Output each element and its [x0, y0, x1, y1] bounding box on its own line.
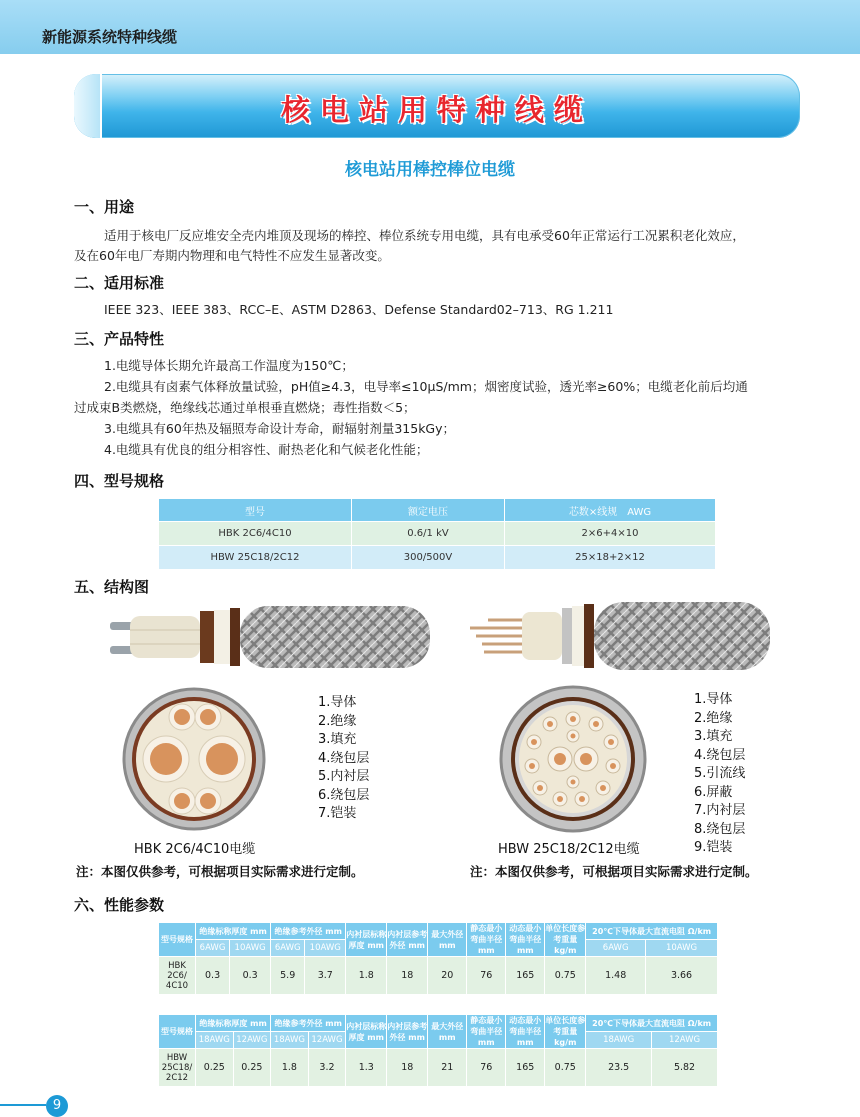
legend-item: 4.绕包层	[694, 747, 746, 763]
perf-cell: 165	[506, 1049, 545, 1087]
section-title-structure: 五、结构图	[74, 578, 150, 596]
cross-section-right	[498, 684, 648, 834]
perf-cell: 21	[428, 1049, 467, 1087]
spec-cell: 2×6+4×10	[505, 522, 716, 546]
perf-cell: 0.3	[230, 957, 271, 995]
header-bar	[0, 0, 860, 54]
spec-table	[158, 498, 716, 570]
usage-line-2: 及在60年电厂寿期内物理和电气特性不应发生显著改变。	[74, 248, 390, 263]
perf-subheader: 10AWG	[646, 940, 718, 957]
legend-item: 3.填充	[694, 729, 733, 744]
legend-item: 3.填充	[318, 732, 357, 747]
perf-header-group: 绝缘标称厚度 mm	[196, 1015, 271, 1032]
perf-cell: 1.3	[346, 1049, 387, 1087]
perf-cell: 3.66	[646, 957, 718, 995]
spec-header-cores: 芯数×线规 AWG	[505, 499, 716, 522]
legend-item: 5.引流线	[694, 766, 746, 781]
feature-line-1: 1.电缆导体长期允许最高工作温度为150℃；	[104, 358, 354, 373]
perf-header-model: 型号规格	[159, 1015, 196, 1049]
perf-cell: 5.82	[652, 1049, 718, 1087]
perf-header-group: 内衬层标称厚度 mm	[346, 923, 387, 957]
perf-header-group: 静态最小弯曲半径 mm	[467, 1015, 506, 1049]
perf-cell-model: HBW 25C18/ 2C12	[159, 1049, 196, 1087]
legend-item: 7.铠装	[318, 806, 357, 821]
perf-header-group: 动态最小弯曲半径 mm	[506, 923, 545, 957]
page-number-line	[0, 1104, 46, 1106]
note-left: 注：本图仅供参考，可根据项目实际需求进行定制。	[76, 864, 364, 879]
legend-item: 1.导体	[318, 695, 357, 710]
perf-subheader: 6AWG	[196, 940, 230, 957]
perf-header-group: 20℃下导体最大直流电阻 Ω/km	[586, 1015, 718, 1032]
perf-header-group: 内衬层标称厚度 mm	[346, 1015, 387, 1049]
perf-subheader: 10AWG	[230, 940, 271, 957]
perf-header-group: 静态最小弯曲半径 mm	[467, 923, 506, 957]
legend-item: 5.内衬层	[318, 769, 370, 784]
section-title-models: 四、型号规格	[74, 472, 165, 490]
perf-header-row	[159, 1015, 718, 1032]
perf-cell: 1.48	[586, 957, 646, 995]
perf-cell: 18	[387, 957, 428, 995]
section-title-features: 三、产品特性	[74, 330, 165, 348]
cable-side-view-right	[464, 598, 774, 673]
perf-cell: 23.5	[586, 1049, 652, 1087]
perf-data-row	[159, 1049, 718, 1087]
perf-header-group: 20℃下导体最大直流电阻 Ω/km	[586, 923, 718, 940]
legend-item: 2.绝缘	[694, 710, 733, 726]
section-title-usage: 一、用途	[74, 198, 135, 216]
perf-header-group: 单位长度参考重量 kg/m	[545, 1016, 586, 1047]
feature-line-3: 过成束B类燃烧，绝缘线芯通过单根垂直燃烧；毒性指数＜5；	[74, 400, 416, 415]
perf-subheader: 10AWG	[305, 940, 346, 957]
perf-header-group: 单位长度参考重量 kg/m	[545, 924, 586, 955]
spec-cell: 300/500V	[352, 546, 505, 570]
perf-cell: 3.2	[308, 1049, 346, 1087]
caption-right: HBW 25C18/2C12电缆	[498, 842, 640, 857]
page-title: 核电站用特种线缆	[280, 93, 593, 127]
perf-header-group: 最大外径 mm	[428, 1015, 467, 1049]
perf-table-1	[158, 922, 718, 995]
perf-cell: 0.25	[233, 1049, 271, 1087]
perf-cell: 5.9	[271, 957, 305, 995]
standards-line: IEEE 323、IEEE 383、RCC–E、ASTM D2863、Defense Standard02–713、RG 1.211	[104, 302, 614, 317]
perf-header-group: 动态最小弯曲半径 mm	[506, 1015, 545, 1049]
perf-cell: 76	[467, 957, 506, 995]
perf-cell: 0.75	[545, 1049, 586, 1087]
spec-cell: HBK 2C6/4C10	[159, 522, 352, 546]
spec-cell: 25×18+2×12	[505, 546, 716, 570]
perf-header-group: 内衬层参考外径 mm	[387, 923, 428, 957]
perf-table-2	[158, 1014, 718, 1087]
perf-cell: 18	[387, 1049, 428, 1087]
perf-data-row	[159, 957, 718, 995]
perf-cell: 0.3	[196, 957, 230, 995]
spec-row	[159, 522, 716, 546]
page-number: 9	[46, 1095, 68, 1117]
perf-subheader: 18AWG	[271, 1032, 309, 1049]
perf-cell: 76	[467, 1049, 506, 1087]
perf-header-model: 型号规格	[159, 923, 196, 957]
perf-subheader: 6AWG	[271, 940, 305, 957]
perf-cell: 1.8	[346, 957, 387, 995]
perf-subheader: 12AWG	[233, 1032, 271, 1049]
legend-item: 6.绕包层	[318, 787, 370, 803]
perf-subheader: 12AWG	[652, 1032, 718, 1049]
perf-header-group: 最大外径 mm	[428, 923, 467, 957]
cross-section-left	[114, 686, 274, 832]
perf-header-group: 绝缘标称厚度 mm	[196, 923, 271, 940]
spec-header-row	[159, 499, 716, 522]
perf-subheader: 18AWG	[586, 1032, 652, 1049]
perf-cell-model: HBK 2C6/ 4C10	[159, 957, 196, 995]
legend-item: 8.绕包层	[694, 821, 746, 837]
perf-cell: 165	[506, 957, 545, 995]
usage-line-1: 适用于核电厂反应堆安全壳内堆顶及现场的棒控、棒位系统专用电缆，具有电承受60年正常运行工况累积老化效应，	[104, 228, 745, 243]
legend-item: 2.绝缘	[318, 713, 357, 729]
page-subtitle: 核电站用棒控棒位电缆	[345, 160, 515, 180]
spec-row	[159, 546, 716, 570]
title-banner	[74, 74, 800, 138]
header-label: 新能源系统特种线缆	[42, 28, 178, 46]
legend-item: 7.内衬层	[694, 803, 746, 818]
perf-header-group: 绝缘参考外径 mm	[271, 923, 346, 940]
legend-item: 4.绕包层	[318, 750, 370, 766]
feature-line-2: 2.电缆具有卤素气体释放量试验，pH值≥4.3，电导率≤10μS/mm；烟密度试验，透光率≥60%；电缆老化前后均通	[104, 379, 748, 394]
perf-cell: 0.25	[196, 1049, 234, 1087]
perf-cell: 1.8	[271, 1049, 309, 1087]
perf-subheader: 6AWG	[586, 940, 646, 957]
perf-header-row	[159, 923, 718, 940]
perf-subheader: 18AWG	[196, 1032, 234, 1049]
spec-cell: HBW 25C18/2C12	[159, 546, 352, 570]
legend-item: 9.铠装	[694, 840, 733, 855]
perf-header-group: 内衬层参考外径 mm	[387, 1015, 428, 1049]
legend-item: 1.导体	[694, 692, 733, 707]
perf-cell: 20	[428, 957, 467, 995]
spec-header-voltage: 额定电压	[352, 499, 505, 522]
legend-item: 6.屏蔽	[694, 784, 733, 800]
legend-right	[694, 691, 745, 858]
feature-line-4: 3.电缆具有60年热及辐照寿命设计寿命，耐辐射剂量315kGy；	[104, 421, 456, 436]
perf-cell: 3.7	[305, 957, 346, 995]
section-title-performance: 六、性能参数	[74, 896, 165, 914]
note-right: 注：本图仅供参考，可根据项目实际需求进行定制。	[470, 864, 758, 879]
section-title-standards: 二、适用标准	[74, 274, 165, 292]
spec-header-model: 型号	[159, 499, 352, 522]
spec-cell: 0.6/1 kV	[352, 522, 505, 546]
caption-left: HBK 2C6/4C10电缆	[134, 842, 256, 857]
perf-cell: 0.75	[545, 957, 586, 995]
feature-line-5: 4.电缆具有优良的组分相容性、耐热老化和气候老化性能；	[104, 442, 429, 457]
perf-subheader: 12AWG	[308, 1032, 346, 1049]
perf-header-group: 绝缘参考外径 mm	[271, 1015, 346, 1032]
cable-side-view-left	[100, 602, 440, 672]
legend-left	[318, 694, 369, 824]
